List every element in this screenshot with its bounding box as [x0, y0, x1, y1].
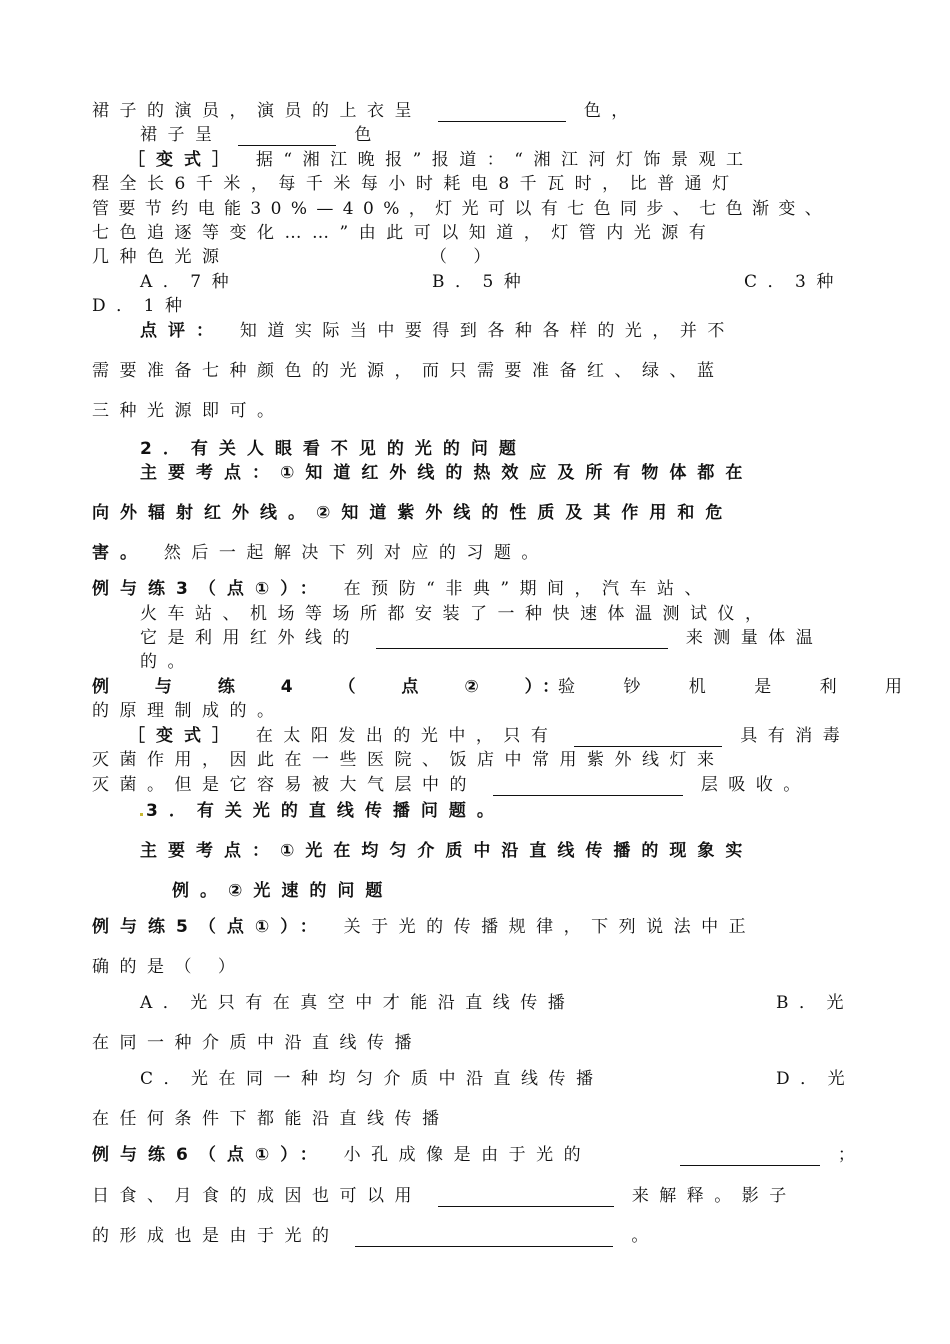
text-line: [92, 578, 712, 600]
bullet-dot-icon: [140, 813, 143, 816]
text-line: [92, 400, 285, 422]
text-line: [92, 956, 245, 978]
example-tag: 例与练6（点①）：: [92, 1145, 328, 1165]
text: 。: [631, 1226, 659, 1246]
option-d: D．光: [776, 1069, 856, 1089]
answer-blank[interactable]: [438, 104, 566, 122]
text: 小孔成像是由于光的: [343, 1145, 592, 1165]
text: 层吸收。: [700, 775, 811, 795]
text: 裙子呈: [140, 125, 223, 145]
text: 灭菌作用，因此在一些医院、饭店中常用紫外线灯来: [92, 750, 725, 770]
text: 几种色光源: [92, 247, 230, 267]
example-tag: 例与练3（点①）：: [92, 579, 328, 599]
text-line: [92, 749, 725, 771]
text: 据“湘江晚报”报道：“湘江河灯饰景观工: [255, 150, 754, 170]
answer-blank[interactable]: [574, 729, 722, 747]
variant-tag: ［变式］: [128, 150, 240, 170]
text: 色: [354, 125, 382, 145]
answer-blank[interactable]: [438, 1189, 614, 1207]
answer-blank[interactable]: [355, 1229, 613, 1247]
option-b-cont: 在同一种介质中沿直线传播: [92, 1033, 422, 1053]
example-tag: 例 与 练 4 （ 点 ② ）：: [92, 677, 569, 697]
text-line: [92, 1185, 797, 1207]
answer-blank[interactable]: [376, 631, 668, 649]
option-c: C．3种: [744, 272, 844, 292]
text: 色，: [583, 101, 639, 121]
section-title-text: 3．有关光的直线传播问题。: [146, 801, 505, 821]
key-points: 主要考点：①知道红外线的热效应及所有物体都在: [140, 463, 754, 483]
key-points-end: 害。: [92, 543, 148, 563]
text-line: [92, 1225, 659, 1247]
text-line: [92, 100, 639, 122]
section-title: 2．有关人眼看不见的光的问题: [140, 439, 527, 459]
text: 具有消毒: [740, 726, 851, 746]
key-points: 向外辐射红外线。②知道紫外线的性质及其作用和危: [92, 503, 734, 523]
example-tag: 例与练5（点①）：: [92, 917, 328, 937]
text: 的原理制成的。: [92, 701, 285, 721]
text: 然后一起解决下列对应的习题。: [163, 543, 549, 563]
option-d: D．1种: [92, 296, 193, 316]
answer-blank[interactable]: [680, 1148, 820, 1166]
text: 来测量体温: [685, 628, 824, 648]
text: 的。: [140, 652, 195, 672]
text-line: [92, 542, 549, 564]
option-a: A．7种: [140, 272, 240, 292]
text: 日食、月食的成因也可以用: [92, 1186, 422, 1206]
text-line: [140, 320, 735, 342]
text-line: [92, 774, 811, 796]
text-line: [140, 603, 773, 625]
key-points: 主要考点：①光在均匀介质中沿直线传播的现象实: [140, 841, 754, 861]
text: 七色追逐等变化……”由此可以知道，灯管内光源有: [92, 223, 717, 243]
text-line: [92, 700, 285, 722]
text: ；: [837, 1145, 866, 1165]
text-line: [92, 198, 831, 220]
text: 确的是（ ）: [92, 957, 246, 977]
text: 来解释。影子: [631, 1186, 797, 1206]
text: 需要准备七种颜色的光源，而只需要准备红、绿、蓝: [92, 361, 725, 381]
text: 在预防“非典”期间，汽车站、: [343, 579, 713, 599]
text: 火车站、机场等场所都安装了一种快速体温测试仪，: [140, 604, 773, 624]
text-line: [140, 124, 382, 146]
text-line: [140, 627, 823, 649]
answer-blank[interactable]: [238, 128, 336, 146]
variant-tag: ［变式］: [128, 726, 240, 746]
text-line: [92, 222, 716, 244]
text-line: [128, 725, 850, 747]
text: 关于光的传播规律，下列说法中正: [343, 917, 757, 937]
text-line: [680, 1144, 865, 1166]
text: 的形成也是由于光的: [92, 1226, 340, 1246]
text: 知道实际当中要得到各种各样的光，并不: [239, 321, 735, 341]
text-line: [92, 360, 725, 382]
text: 灭菌。但是它容易被大气层中的: [92, 775, 477, 795]
text-line: [128, 149, 753, 171]
option-a: A．光只有在真空中才能沿直线传播: [140, 993, 576, 1013]
answer-blank[interactable]: [493, 778, 683, 796]
text-line: [92, 173, 740, 195]
text-line: [140, 651, 195, 673]
text: 它是利用红外线的: [140, 628, 360, 648]
comment-tag: 点评：: [140, 321, 224, 341]
key-points: 例。②光速的问题: [172, 881, 394, 901]
text: 裙子的演员，演员的上衣呈: [92, 101, 422, 121]
text: 三种光源即可。: [92, 401, 285, 421]
text-line: [92, 916, 756, 938]
text: 管要节约电能30%—40%，灯光可以有七色同步、七色渐变、: [92, 199, 832, 219]
text: 在太阳发出的光中，只有: [255, 726, 559, 746]
text: 程全长6千米，每千米每小时耗电8千瓦时，比普通灯: [92, 174, 740, 194]
text-line: [92, 1144, 591, 1166]
section-title: [140, 800, 505, 822]
option-d-cont: 在任何条件下都能沿直线传播: [92, 1109, 450, 1129]
answer-paren[interactable]: （ ）: [430, 247, 501, 267]
text-line: [92, 246, 230, 268]
option-b: B．5种: [432, 272, 532, 292]
option-b: B．光: [776, 993, 854, 1013]
option-c: C．光在同一种均匀介质中沿直线传播: [140, 1069, 604, 1089]
text: 验 钞 机 是 利 用: [558, 677, 913, 697]
